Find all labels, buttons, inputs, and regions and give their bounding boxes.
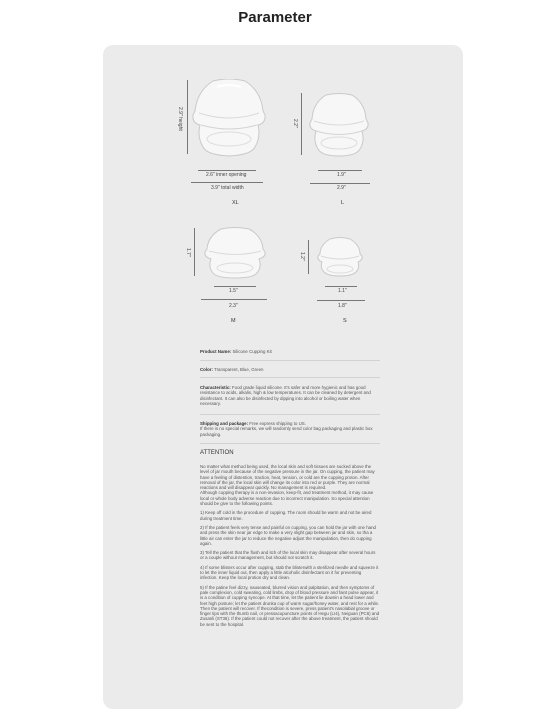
characteristic-row xyxy=(200,385,380,406)
cup-xl-total: 3.9" total width xyxy=(211,185,244,191)
product-card xyxy=(103,45,463,709)
cup-xl-inner: 2.6" inner opening xyxy=(206,172,247,178)
inner-dim-line xyxy=(318,170,362,171)
cup-l-size: L xyxy=(341,200,345,206)
product-name-label: Product Name: xyxy=(200,349,232,354)
cup-m-height: 1.7" xyxy=(185,248,191,257)
attention-point-2: 2) If the patient feels very tense and painful on cupping, you can hold the jar with one hand and press the skin near jar edge to make a very slight gap between jar and skin, so tha a little air can enter the jar to reduce the negative adjust the manipulation, then do cupping again. xyxy=(200,524,376,546)
cup-m-inner: 1.5" xyxy=(229,288,238,294)
product-name-value: Silicone Cupping Kit xyxy=(232,349,272,354)
cup-xl-size: XL xyxy=(232,200,239,206)
cup-m-image xyxy=(203,227,267,279)
shipping-value: Free express shipping to US. xyxy=(249,421,306,426)
product-name-row xyxy=(200,349,380,354)
attention-title: ATTENTION xyxy=(200,450,234,456)
inner-dim-line xyxy=(214,286,256,287)
height-dim-line xyxy=(301,93,302,155)
inner-dim-line xyxy=(325,286,357,287)
cup-s-inner: 1.1" xyxy=(338,288,347,294)
cup-xl-image xyxy=(191,79,267,157)
attention-point-5: 5) If the patine feel dizzy, nauseated, blurred vision and palpitation, and then symptoms of pale complexion, cold sweating, cold limbs, drop of blood pressure and faint pulse appear, it is a condition of cupping syncope. At that time, let the patient lie downin a head lower and feet high posture; let the patient drunka cup of warm sugar/honey water, and rest for a while. Then the patient will recover. If thecondition is severe, press patient's nasolabial groove or finger tips with the thumb nail, or pressacupuncture points of Hegu (LI4), Neiguan (PC6) and Zusanli (ST36). If the patient could not recover after the above treatment, the patient should be sent to the hospital. xyxy=(200,584,380,627)
height-dim-line xyxy=(194,228,195,276)
divider xyxy=(200,377,380,378)
page-title: Parameter xyxy=(238,9,312,26)
attention-point-3: 3) Tell the patient that the flush and itch of the local skin may disappear after several hours or a couple without management, but should not scratch it. xyxy=(200,550,376,561)
attention-intro: No matter what method being used, the local skin and soft tissues are sucked above the level of jar mouth because of the negative pressure in the jar. On cupping, the patient may have a feeling of distention, traction, heat, tension, or cold are the cupping proton. After removal of the jar, the local skin will change its color into red or purple. They are normal reactions and will disappear quickly. No management is required. xyxy=(200,464,375,491)
color-row xyxy=(200,367,380,372)
cup-l-total: 2.9" xyxy=(337,185,346,191)
attention-body xyxy=(200,464,380,627)
total-dim-line xyxy=(317,300,365,301)
divider xyxy=(200,360,380,361)
shipping-row xyxy=(200,421,380,437)
shipping-note: If there is no special remarks, we will randomly send color bag packaging and plastic box packaging. xyxy=(200,426,373,437)
attention-intro-2: Although cupping therapy is a non-invasion, keep-fit, and treatment method, it may cause local or whole body adverse reaction due to incorrect manipulation. So special attention should be give to the following points. xyxy=(200,490,374,507)
cup-m-total: 2.3" xyxy=(229,303,238,309)
cup-s-height: 1.2" xyxy=(299,252,305,261)
total-dim-line xyxy=(310,183,370,184)
characteristic-label: Characteristic: xyxy=(200,385,231,390)
cup-l-inner: 1.9" xyxy=(337,172,346,178)
shipping-label: Shipping and package: xyxy=(200,421,249,426)
cup-l-height: 2.2" xyxy=(292,119,298,128)
attention-point-4: 4) If some blisters occur after cupping, stab the blisterwith a sterilized needle and squeeze it to let the inner liquid out, then apply a little alcoholic disinfectant on it for preventing infection. Keep the local protion dry and clean. xyxy=(200,564,379,581)
divider xyxy=(200,414,380,415)
attention-point-1: 1) Keep off cold in the procedure of cupping. The room should be warm and not be aired during treatment time. xyxy=(200,510,372,521)
cup-m-size: M xyxy=(231,318,236,324)
inner-dim-line xyxy=(198,170,256,171)
height-dim-line xyxy=(187,80,188,154)
total-dim-line xyxy=(201,299,267,300)
height-dim-line xyxy=(308,240,309,274)
color-value: Transparent, Blue, Green xyxy=(214,367,264,372)
cup-s-size: S xyxy=(343,318,347,324)
cup-s-total: 1.8" xyxy=(338,303,347,309)
cup-l-image xyxy=(308,93,370,157)
cup-xl-height: 2.9" height xyxy=(177,107,183,131)
total-dim-line xyxy=(191,182,263,183)
characteristic-value: Food grade liquid silicone. It's safer and more hygienic and has good resistance to acids, alkalis, high & low temperatures. It can be cleaned by detergent and disinfectant. It can also be disinfected by dipping into alcohol or boiling water when necessary. xyxy=(200,385,371,406)
cup-s-image xyxy=(316,237,364,277)
divider xyxy=(200,443,380,444)
color-label: Color: xyxy=(200,367,213,372)
